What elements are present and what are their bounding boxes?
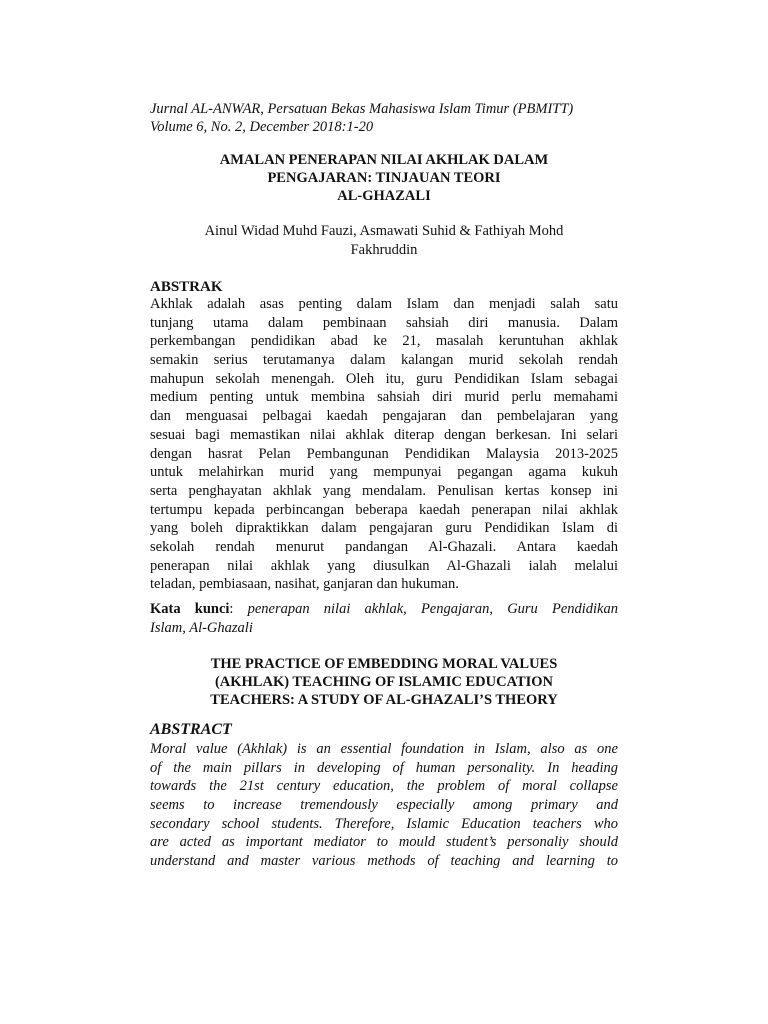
author-line: Ainul Widad Muhd Fauzi, Asmawati Suhid & Fathiyah Mohd	[204, 223, 564, 239]
author-list	[150, 222, 618, 260]
abstrak-line: sekolah rendah menurut pandangan Al-Ghazali. Antara kaedah	[150, 538, 618, 555]
paper-title-english	[150, 655, 618, 709]
title-line: AL-GHAZALI	[337, 188, 431, 204]
abstrak-line: semakin serius terutamanya dalam kalangan murid sekolah rendah	[150, 352, 618, 369]
keywords	[150, 600, 618, 638]
abstrak-line: yang boleh dipraktikkan dalam pengajaran guru Pendidikan Islam di	[150, 520, 618, 537]
abstrak-line: mahupun sekolah menengah. Oleh itu, guru Pendidikan Islam sebagai	[150, 370, 618, 387]
keywords-label: Kata kunci	[150, 601, 230, 617]
title-line: PENGAJARAN: TINJAUAN TEORI	[267, 170, 501, 186]
author-line: Fakhruddin	[350, 242, 418, 258]
title-line: TEACHERS: A STUDY OF AL-GHAZALI’S THEORY	[210, 692, 558, 708]
abstrak-line: dan menguasai pelbagai kaedah pengajaran dan pembelajaran yang	[150, 408, 618, 425]
title-line: AMALAN PENERAPAN NILAI AKHLAK DALAM	[219, 152, 549, 168]
abstrak-line: perkembangan pendidikan abad ke 21, masalah keruntuhan akhlak	[150, 333, 618, 350]
abstract-line: are acted as important mediator to mould student’s personaliy should	[150, 834, 618, 851]
abstrak-line: tertumpu kepada perbincangan beberapa kaedah penerapan nilai akhlak	[150, 501, 618, 518]
abstrak-line: sesuai bagi memastikan nilai akhlak diterap dengan berkesan. Ini selari	[150, 426, 618, 443]
journal-volume: Volume 6, No. 2, December 2018:1-20	[150, 119, 374, 135]
journal-header	[150, 100, 618, 136]
abstrak-line: penerapan nilai akhlak yang diusulkan Al-Ghazali ialah melalui	[150, 557, 618, 574]
abstrak-line: serta penghayatan akhlak yang mendalam. Penulisan kertas konsep ini	[150, 482, 618, 499]
abstract-line: understand and master various methods of teaching and learning to	[150, 853, 618, 870]
abstrak-body	[150, 295, 618, 594]
document-page	[150, 0, 618, 1024]
abstrak-line: dengan hasrat Pelan Pembangunan Pendidikan Malaysia 2013-2025	[150, 445, 618, 462]
abstrak-heading: ABSTRAK	[150, 279, 223, 295]
abstract-body	[150, 740, 618, 871]
abstrak-line: tunjang utama dalam pembinaan sahsiah diri manusia. Dalam	[150, 314, 618, 331]
paper-title-malay	[150, 151, 618, 205]
abstract-line: Moral value (Akhlak) is an essential foundation in Islam, also as one	[150, 741, 618, 757]
keywords-value: penerapan nilai akhlak, Pengajaran, Guru Pendidikan	[247, 601, 618, 617]
abstrak-line: Akhlak adalah asas penting dalam Islam dan menjadi salah satu	[150, 296, 618, 312]
abstract-line: of the main pillars in developing of human personality. In heading	[150, 759, 618, 776]
abstract-line: secondary school students. Therefore, Islamic Education teachers who	[150, 815, 618, 832]
abstract-line: towards the 21st century education, the problem of moral collapse	[150, 778, 618, 795]
keywords-separator: :	[229, 601, 248, 617]
abstract-line: seems to increase tremendously especially among primary and	[150, 797, 618, 814]
abstrak-line: untuk melahirkan murid yang mempunyai pegangan agama kukuh	[150, 464, 618, 481]
abstrak-line: teladan, pembiasaan, nasihat, ganjaran dan hukuman.	[150, 576, 459, 593]
keywords-line	[150, 600, 618, 619]
title-line: (AKHLAK) TEACHING OF ISLAMIC EDUCATION	[214, 674, 554, 690]
keywords-value: Islam, Al-Ghazali	[150, 620, 253, 636]
abstrak-line: medium penting untuk membina sahsiah diri murid perlu memahami	[150, 389, 618, 406]
journal-name: Jurnal AL-ANWAR, Persatuan Bekas Mahasiswa Islam Timur (PBMITT)	[150, 101, 574, 117]
abstract-heading: ABSTRACT	[150, 721, 232, 738]
title-line: THE PRACTICE OF EMBEDDING MORAL VALUES	[210, 656, 558, 672]
